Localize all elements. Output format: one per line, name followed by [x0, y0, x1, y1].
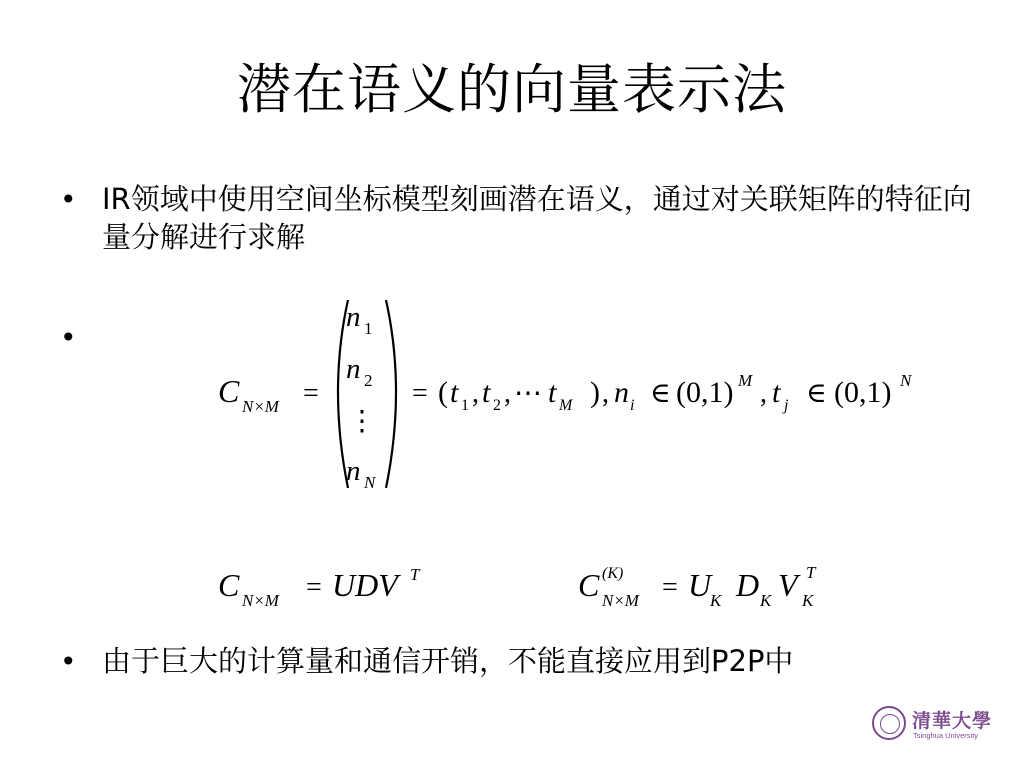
superscript-M: M — [738, 371, 753, 390]
formula-svd-rank-k-svg — [576, 558, 836, 620]
set-0-1: (0,1) — [834, 376, 892, 409]
element-of: ∈ — [650, 378, 671, 409]
comma: , — [602, 378, 609, 409]
right-paren — [386, 300, 396, 488]
formula-svd — [214, 560, 444, 620]
symbol-tM: t — [548, 376, 557, 409]
subscript-j: j — [784, 397, 789, 414]
formula-svd-rank-k — [576, 558, 836, 620]
subscript-K: K — [710, 591, 722, 610]
matrix-entry-nN-sub: N — [364, 473, 376, 492]
tsinghua-logo — [872, 706, 993, 746]
matrix-entry-n2-sub: 2 — [364, 371, 373, 390]
symbol-t2: t — [482, 376, 491, 409]
symbol-V: V — [778, 567, 798, 603]
symbol-C: C — [218, 567, 240, 603]
logo-chinese-name: 清華大學 — [912, 710, 993, 732]
equals-sign: = — [303, 378, 319, 409]
bullet-marker: • — [60, 183, 77, 216]
set-0-1: (0,1) — [676, 376, 734, 409]
open-paren: ( — [438, 376, 448, 409]
comma: , — [760, 378, 767, 409]
subscript-NxM: N×M — [242, 397, 279, 416]
superscript-N: N — [900, 371, 912, 390]
subscript-NxM: N×M — [602, 591, 639, 610]
superscript-K: (K) — [602, 565, 624, 582]
subscript-i: i — [630, 397, 635, 414]
subscript-2: 2 — [493, 397, 501, 414]
equals-sign: = — [306, 572, 322, 603]
slide-title: 潜在语义的向量表示法 — [237, 58, 787, 121]
symbol-D: D — [736, 567, 760, 603]
symbol-C: C — [218, 373, 240, 409]
symbol-C: C — [578, 567, 600, 603]
symbol-t1: t — [450, 376, 459, 409]
bullet-marker: • — [60, 321, 77, 354]
matrix-entry-n1: n — [346, 301, 361, 333]
formula-matrix-definition — [210, 290, 930, 500]
superscript-T: T — [806, 563, 816, 582]
bullet-text-ir-domain: IR领域中使用空间坐标模型刻画潜在语义，通过对关联矩阵的特征向量分解进行求解 — [102, 182, 972, 254]
matrix-entry-nN: n — [346, 455, 361, 487]
formula-svd-svg — [214, 560, 444, 620]
bullet-text-p2p-cost: 由于巨大的计算量和通信开销，不能直接应用到P2P中 — [102, 644, 794, 678]
comma: , — [504, 378, 511, 409]
subscript-NxM: N×M — [242, 591, 279, 610]
subscript-1: 1 — [461, 397, 469, 414]
superscript-T: T — [410, 565, 420, 584]
equals-sign: = — [662, 572, 678, 603]
horizontal-dots: ⋯ — [514, 378, 542, 409]
element-of: ∈ — [806, 378, 827, 409]
symbol-tj: t — [772, 376, 781, 409]
bullet-marker: • — [60, 645, 77, 678]
university-seal-icon — [872, 706, 906, 740]
symbol-U: U — [688, 567, 712, 603]
matrix-entry-n2: n — [346, 353, 361, 385]
subscript-K: K — [760, 591, 772, 610]
comma: , — [472, 378, 479, 409]
matrix-entry-n1-sub: 1 — [364, 319, 373, 338]
subscript-M: M — [559, 397, 573, 414]
equals-sign: = — [412, 378, 428, 409]
subscript-K: K — [802, 591, 814, 610]
logo-english-name: Tsinghua University — [913, 731, 979, 740]
close-paren: ) — [590, 376, 600, 409]
matrix-vertical-dots: ⋮ — [348, 406, 376, 437]
symbol-ni: n — [614, 376, 629, 409]
formula-matrix-svg — [210, 290, 930, 500]
symbol-UDV: UDV — [332, 567, 398, 603]
